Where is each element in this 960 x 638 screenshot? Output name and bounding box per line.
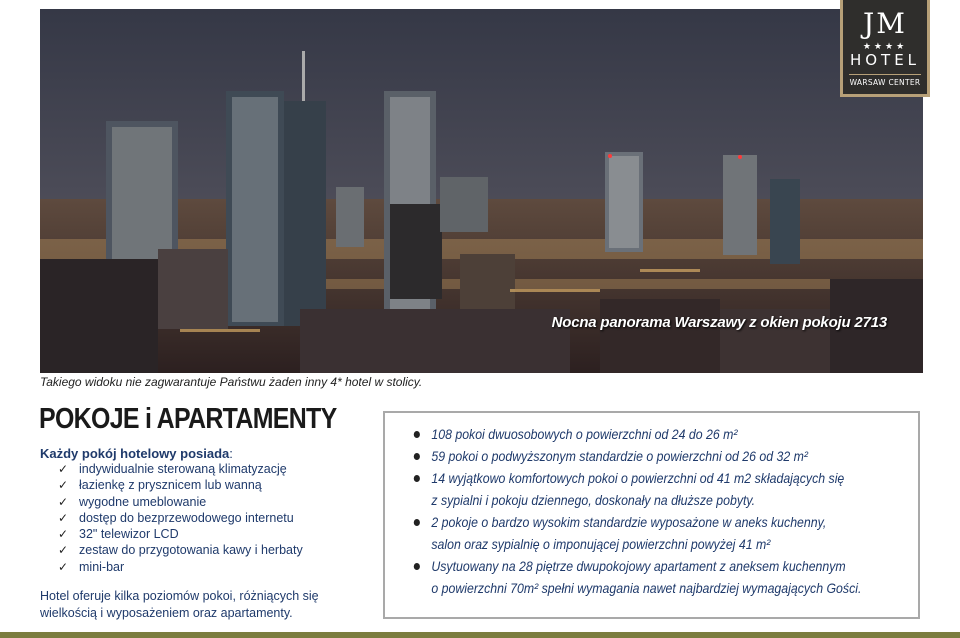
amenity-label: mini-bar <box>79 559 125 574</box>
logo-subtitle: WARSAW CENTER <box>849 74 921 88</box>
room-stat-item <box>412 467 861 511</box>
room-stat-item <box>412 555 861 599</box>
check-icon: ✓ <box>58 478 69 493</box>
amenity-item <box>58 477 303 493</box>
room-stats-list <box>412 423 923 599</box>
bullet-icon <box>414 519 420 526</box>
amenity-item <box>58 526 303 542</box>
amenity-label: 32" telewizor LCD <box>79 527 179 542</box>
logo-name: HOTEL <box>849 51 921 69</box>
room-stat-line-2: salon oraz sypialnię o imponującej powierzchni powyżej 41 m² <box>431 536 771 552</box>
room-levels-note: Hotel oferuje kilka poziomów pokoi, różniących się wielkością i wyposażeniem oraz apartamenty. <box>40 589 319 620</box>
city-night-panorama-photo <box>40 9 923 373</box>
amenity-item <box>58 494 303 510</box>
amenity-label: wygodne umeblowanie <box>79 494 207 509</box>
room-stat-line: 59 pokoi o podwyższonym standardzie o powierzchni od 26 od 32 m² <box>431 448 809 464</box>
bullet-icon <box>414 431 420 438</box>
room-stat-line-2: o powierzchni 70m² spełni wymagania nawet najbardziej wymagających Gości. <box>431 580 862 596</box>
photo-caption: Nocna panorama Warszawy z okien pokoju 2713 <box>551 314 887 331</box>
logo-stars: ★★★★ <box>862 41 908 51</box>
check-icon: ✓ <box>58 543 69 558</box>
room-stat-line: 108 pokoi dwuosobowych o powierzchni od 24 do 26 m² <box>431 426 738 442</box>
amenities-intro <box>40 446 233 461</box>
bullet-icon <box>414 475 420 482</box>
room-stat-item <box>412 445 861 467</box>
photo-disclaimer: Takiego widoku nie zagwarantuje Państwu żaden inny 4* hotel w stolicy. <box>40 375 423 389</box>
room-stat-item <box>412 423 861 445</box>
check-icon: ✓ <box>58 559 69 574</box>
room-stat-line-2: z sypialni i pokoju dziennego, doskonały na dłuższe pobyty. <box>431 492 756 508</box>
amenity-label: dostęp do bezprzewodowego internetu <box>79 510 294 525</box>
amenity-label: indywidualnie sterowaną klimatyzację <box>79 462 287 476</box>
amenity-item <box>58 542 303 558</box>
amenity-item <box>58 510 303 526</box>
room-stat-line: 2 pokoje o bardzo wysokim standardzie wyposażone w aneks kuchenny, <box>431 514 827 530</box>
amenity-label: zestaw do przygotowania kawy i herbaty <box>79 543 303 558</box>
amenity-item <box>58 559 303 575</box>
room-stat-line: 14 wyjątkowo komfortowych pokoi o powierzchni od 41 m2 składających się <box>431 470 845 486</box>
check-icon: ✓ <box>58 527 69 542</box>
room-stat-item <box>412 511 861 555</box>
amenity-label: łazienkę z prysznicem lub wanną <box>79 478 262 493</box>
hotel-logo <box>840 0 930 97</box>
amenities-intro-tail: : <box>229 446 233 461</box>
amenities-list <box>58 461 303 575</box>
amenity-item <box>58 461 303 477</box>
room-stat-line: Usytuowany na 28 piętrze dwupokojowy apartament z aneksem kuchennym <box>431 558 846 574</box>
bottom-rule <box>0 632 960 638</box>
amenities-intro-bold: Każdy pokój hotelowy posiada <box>40 446 230 461</box>
bullet-icon <box>414 453 420 460</box>
logo-monogram: JM <box>863 7 907 40</box>
check-icon: ✓ <box>58 510 69 525</box>
check-icon: ✓ <box>58 462 69 476</box>
bullet-icon <box>414 563 420 570</box>
check-icon: ✓ <box>58 494 69 509</box>
page-title: POKOJE i APARTAMENTY <box>39 403 337 435</box>
